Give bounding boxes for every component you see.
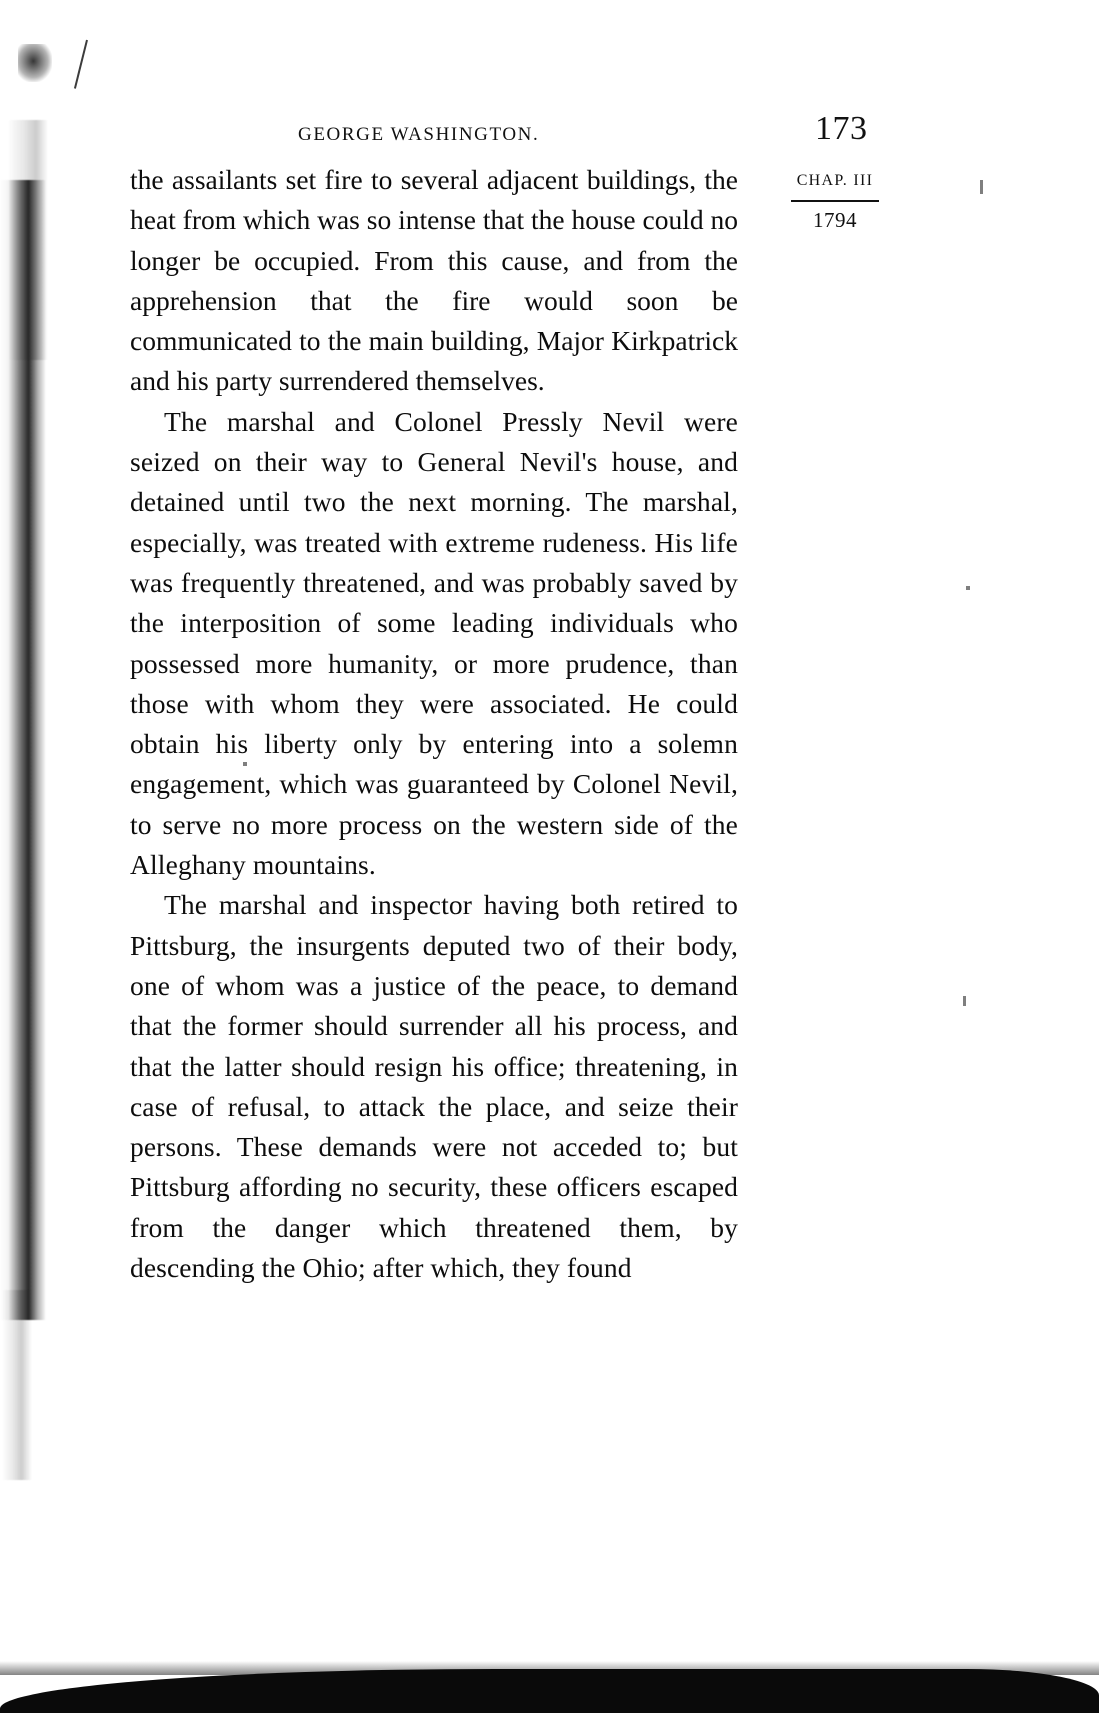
marginal-note-chapter: CHAP. III bbox=[796, 172, 874, 189]
ink-blot-artifact bbox=[18, 44, 52, 82]
marginal-note-year: 1794 bbox=[813, 208, 857, 232]
binding-shadow-artifact-upper bbox=[8, 120, 48, 360]
marginal-note bbox=[760, 172, 910, 233]
marginal-note-rule bbox=[791, 200, 879, 202]
pen-stroke-artifact bbox=[74, 40, 88, 89]
running-head: GEORGE WASHINGTON. bbox=[298, 124, 540, 145]
body-text bbox=[130, 160, 738, 1288]
speck-artifact bbox=[966, 586, 970, 590]
paragraph: The marshal and Colonel Pressly Nevil were seized on their way to General Nevil's house, and detained until two the next morning. The marshal, especially, was treated with extreme rudeness. His life was frequently threatened, and was probably saved by the interposition of some leading individuals who possessed more humanity, or more prudence, than those with whom they were associated. He could obtain his liberty only by entering into a solemn engagement, which was guaranteed by Colonel Nevil, to serve no more process on the western side of the Alleghany mountains. bbox=[130, 405, 738, 881]
paragraph: The marshal and inspector having both retired to Pittsburg, the insurgents deputed two of their body, one of whom was a justice of the peace, to demand that the former should surrender all his process, and that the latter should resign his office; threatening, in case of refusal, to attack the place, and seize their persons. These demands were not acceded to; but Pittsburg affording no security, these officers escaped from the danger which threatened them, by descending the Ohio; after which, they found bbox=[130, 889, 738, 1284]
scan-edge-shadow bbox=[0, 1669, 1099, 1713]
page-number: 173 bbox=[815, 110, 868, 147]
binding-shadow-artifact-lower bbox=[2, 1290, 32, 1480]
speck-artifact bbox=[980, 180, 983, 194]
paragraph: the assailants set fire to several adjacent buildings, the heat from which was so intense that the house could no longer be occupied. From this cause, and from the apprehension that the fire would soon be communicated to the main building, Major Kirkpatrick and his party surrendered themselves. bbox=[130, 164, 738, 397]
speck-artifact bbox=[963, 996, 966, 1006]
